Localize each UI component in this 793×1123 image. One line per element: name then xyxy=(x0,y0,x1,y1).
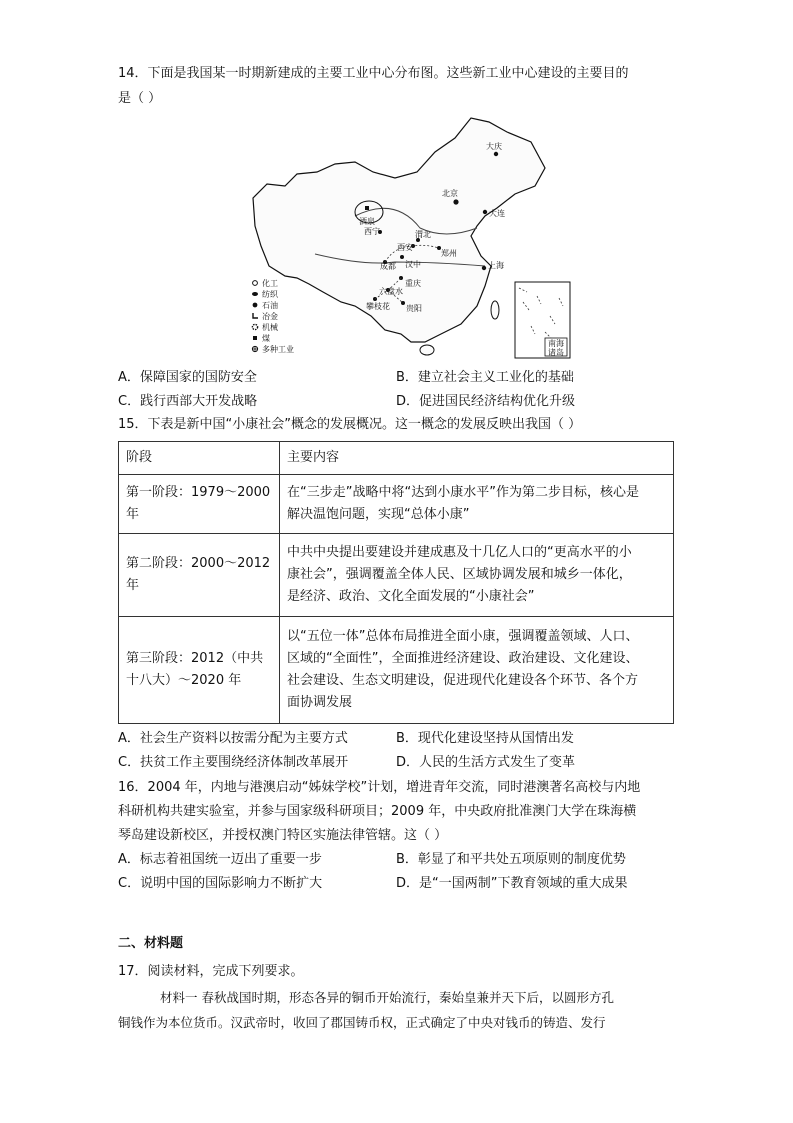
content-text: 社会建设、生态文明建设，促进现代化建设各个环节、各个方 xyxy=(287,673,639,688)
table-cell-stage xyxy=(119,617,280,724)
city-label-beijing: 北京 xyxy=(442,189,458,198)
daqing-marker xyxy=(494,152,498,156)
q14-stem-line1: 14．下面是我国某一时期新建成的主要工业中心分布图。这些新工业中心建设的主要目的 xyxy=(118,66,629,81)
content-text: 中共中央提出要建设并建成惠及十几亿人口的“更高水平的小 xyxy=(287,545,632,560)
city-label-hanzhong: 汉中 xyxy=(405,260,421,269)
stage-text: 第三阶段：2012（中共 xyxy=(126,651,264,666)
content-text: 是经济、政治、文化全面发展的“小康社会” xyxy=(287,589,535,604)
city-label-weibei: 渭北 xyxy=(415,230,431,239)
industry-map xyxy=(245,116,585,362)
stage-text: 年 xyxy=(126,507,140,522)
city-label-daqing: 大庆 xyxy=(486,142,502,151)
content-text: 区域的“全面性”，全面推进经济建设、政治建设、文化建设、 xyxy=(287,651,639,666)
inset-label-1: 南海 xyxy=(548,339,564,348)
content-text: 以“五位一体”总体布局推进全面小康，强调覆盖领域、人口、 xyxy=(287,629,639,644)
table-cell-content xyxy=(280,617,674,724)
q17-stem: 17．阅读材料，完成下列要求。 xyxy=(118,964,304,979)
map-legend xyxy=(252,278,294,354)
city-label-chongqing: 重庆 xyxy=(405,279,421,288)
south-china-sea-inset xyxy=(515,282,570,358)
legend-chemical: 化工 xyxy=(262,279,278,288)
oil-legend-icon xyxy=(253,303,258,308)
legend-metallurgy: 冶金 xyxy=(262,312,278,321)
stage-text: 第二阶段：2000～2012 xyxy=(126,556,271,571)
china-map-drawing xyxy=(245,116,585,362)
city-label-shanghai: 上海 xyxy=(488,261,504,270)
table-header-row xyxy=(119,442,674,475)
content-text: 解决温饱问题，实现“总体小康” xyxy=(287,507,470,522)
china-outline xyxy=(253,118,545,342)
q15-option-b: B．现代化建设坚持从国情出发 xyxy=(396,731,574,746)
city-label-dalian: 大连 xyxy=(489,209,505,218)
legend-coal: 煤 xyxy=(262,334,270,343)
hainan-island xyxy=(420,345,434,355)
city-label-xining: 西宁 xyxy=(364,227,380,236)
q16-option-d: D．是“一国两制”下教育领域的重大成果 xyxy=(396,876,628,891)
table-cell-stage xyxy=(119,475,280,534)
stage-text: 十八大）～2020 年 xyxy=(126,673,242,688)
jiuquan-marker xyxy=(365,206,369,210)
shanghai-marker xyxy=(482,266,486,270)
table-row xyxy=(119,534,674,617)
q16-option-a: A．标志着祖国统一迈出了重要一步 xyxy=(118,852,322,867)
textile-legend-icon xyxy=(252,292,258,296)
legend-textile: 纺织 xyxy=(262,290,278,299)
q16-option-c: C．说明中国的国际影响力不断扩大 xyxy=(118,876,323,891)
city-label-chengdu: 成都 xyxy=(380,262,396,271)
city-label-zhengzhou: 郑州 xyxy=(441,249,457,258)
xiaokang-table xyxy=(118,441,674,724)
coal-legend-icon xyxy=(253,336,257,340)
material-line2: 铜钱作为本位货币。汉武帝时，收回了郡国铸币权，正式确定了中央对钱币的铸造、发行 xyxy=(118,1015,606,1030)
machinery-legend-icon xyxy=(252,324,257,329)
city-label-liupanshui: 六盘水 xyxy=(379,287,403,296)
chemical-legend-icon xyxy=(253,281,258,286)
q14-stem-line2: 是（ ） xyxy=(118,91,162,106)
inset-label-2: 诸岛 xyxy=(548,348,564,357)
table-row xyxy=(119,617,674,724)
q16-option-b: B．彰显了和平共处五项原则的制度优势 xyxy=(396,852,626,867)
q14-option-b: B．建立社会主义工业化的基础 xyxy=(396,370,574,385)
section-heading: 二、材料题 xyxy=(118,936,184,951)
stage-text: 年 xyxy=(126,578,140,593)
legend-oil: 石油 xyxy=(262,301,278,310)
q14-option-d: D．促进国民经济结构优化升级 xyxy=(396,394,576,409)
content-text: 在“三步走”战略中将“达到小康水平”作为第二步目标，核心是 xyxy=(287,485,639,500)
hanzhong-marker xyxy=(400,255,404,259)
stage-text: 第一阶段：1979～2000 xyxy=(126,485,271,500)
q16-stem-line3: 琴岛建设新校区，并授权澳门特区实施法律管辖。这（ ） xyxy=(118,828,448,843)
q14-option-a: A．保障国家的国防安全 xyxy=(118,370,257,385)
beijing-marker xyxy=(453,199,458,204)
dalian-marker xyxy=(483,210,487,214)
content-text: 面协调发展 xyxy=(287,695,353,710)
table-row xyxy=(119,475,674,534)
taiwan-island xyxy=(491,301,499,319)
q14-option-c: C．践行西部大开发战略 xyxy=(118,394,258,409)
table-header-stage: 阶段 xyxy=(119,442,280,475)
table-cell-content xyxy=(280,534,674,617)
legend-multi-industry: 多种工业 xyxy=(262,345,294,354)
city-label-xian: 西安 xyxy=(397,243,413,252)
table-cell-stage xyxy=(119,534,280,617)
table-cell-content xyxy=(280,475,674,534)
material-line1: 材料一 春秋战国时期，形态各异的铜币开始流行，秦始皇兼并天下后，以圆形方孔 xyxy=(160,990,614,1005)
city-label-jiuquan: 酒泉 xyxy=(359,217,375,226)
q16-stem-line1: 16．2004 年，内地与港澳启动“姊妹学校”计划，增进青年交流，同时港澳著名高校与内地 xyxy=(118,780,641,795)
table-header-content: 主要内容 xyxy=(280,442,674,475)
q15-option-a: A．社会生产资料以按需分配为主要方式 xyxy=(118,731,348,746)
q15-option-d: D．人民的生活方式发生了变革 xyxy=(396,755,576,770)
city-label-guiyang: 贵阳 xyxy=(406,304,422,313)
metallurgy-legend-icon xyxy=(253,313,258,318)
legend-machinery: 机械 xyxy=(262,323,278,332)
city-label-panzhihua: 攀枝花 xyxy=(366,302,390,311)
q16-stem-line2: 科研机构共建实验室，并参与国家级科研项目；2009 年，中央政府批准澳门大学在珠海横 xyxy=(118,804,637,819)
q15-option-c: C．扶贫工作主要围绕经济体制改革展开 xyxy=(118,755,349,770)
content-text: 康社会”，强调覆盖全体人民、区域协调发展和城乡一体化， xyxy=(287,567,632,582)
q15-stem: 15．下表是新中国“小康社会”概念的发展概况。这一概念的发展反映出我国（ ） xyxy=(118,417,582,432)
